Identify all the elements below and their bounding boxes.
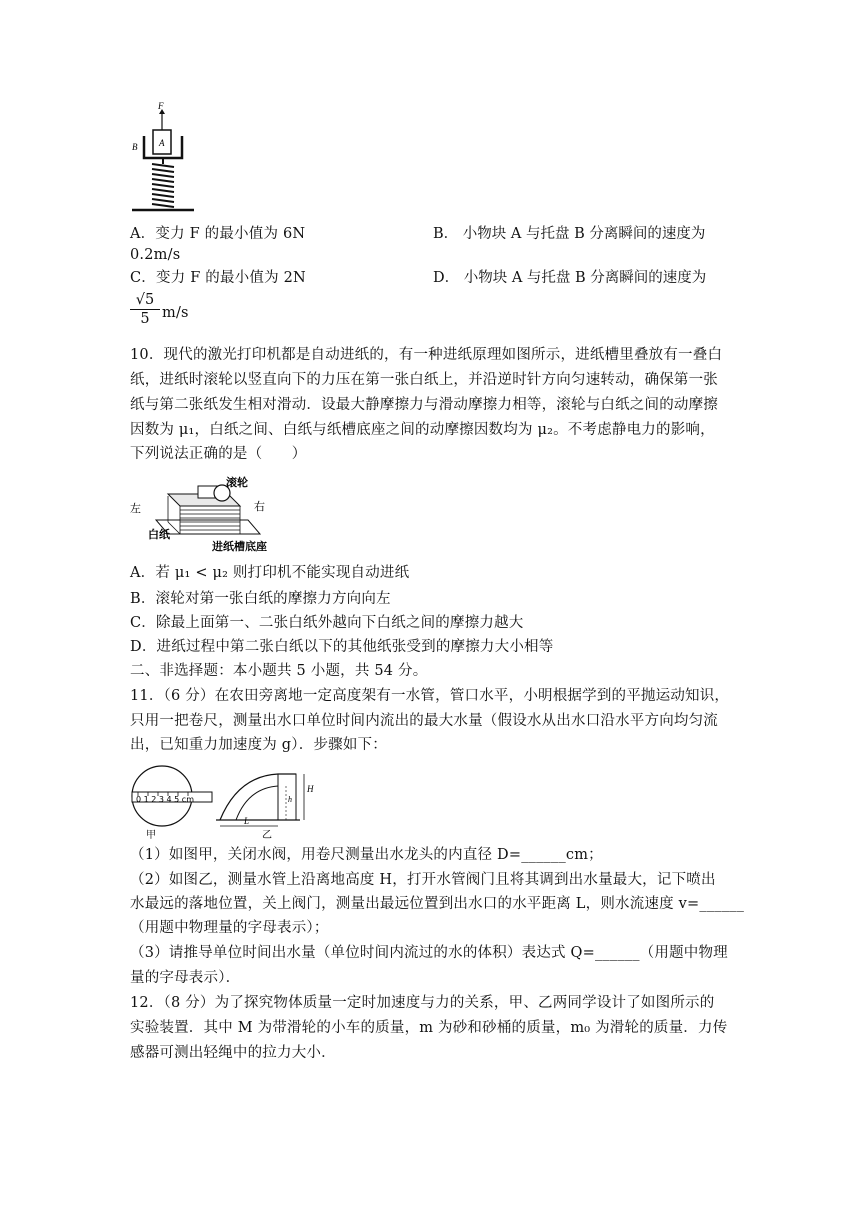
left-label: 左 xyxy=(130,502,141,515)
q10-option-b: B．滚轮对第一张白纸的摩擦力方向向左 xyxy=(130,591,391,607)
q12-stem-line: 12．（8 分）为了探究物体质量一定时加速度与力的关系，甲、乙两同学设计了如图所示的 xyxy=(130,995,715,1011)
H-label: H xyxy=(307,784,314,794)
figure-jia-label: 甲 xyxy=(146,830,156,840)
q10-stem-line: 纸与第二张纸发生相对滑动．设最大静摩擦力与滑动摩擦力相等，滚轮与白纸之间的动摩擦 xyxy=(130,397,718,413)
h-label: h xyxy=(288,795,292,804)
fraction-numerator: √5 xyxy=(130,292,160,310)
q10-option-d: D．进纸过程中第二张白纸以下的其他纸张受到的摩擦力大小相等 xyxy=(130,639,554,655)
q11-step: （2）如图乙，测量水管上沿离地高度 H，打开水管阀门且将其调到出水量最大，记下喷出 xyxy=(130,872,716,888)
q10-stem-line: 因数为 μ₁，白纸之间、白纸与纸槽底座之间的动摩擦因数均为 μ₂。不考虑静电力的影响， xyxy=(130,422,715,438)
q10-stem-line: 下列说法正确的是（ ） xyxy=(130,446,307,462)
force-label: F xyxy=(158,101,164,111)
q9-option-d-fraction xyxy=(130,292,160,327)
L-label: L xyxy=(244,816,250,826)
q11-step: （3）请推导单位时间出水量（单位时间内流过的水的体积）表达式 Q=______（用题中物理 xyxy=(130,945,728,961)
q11-step: 量的字母表示）． xyxy=(130,970,241,986)
section-heading: 二、非选择题：本小题共 5 小题，共 54 分。 xyxy=(130,663,428,679)
q10-option-a: A．若 μ₁ < μ₂ 则打印机不能实现自动进纸 xyxy=(130,565,410,581)
block-label: A xyxy=(159,138,165,148)
ruler-scale: 0 1 2 3 4 5 cm xyxy=(136,795,194,804)
faucet-figure xyxy=(128,762,328,840)
q12-stem-line: 实验装置．其中 M 为带滑轮的小车的质量，m 为砂和砂桶的质量，m₀ 为滑轮的质量．力传 xyxy=(130,1020,728,1036)
q10-option-c: C．除最上面第一、二张白纸外越向下白纸之间的摩擦力越大 xyxy=(130,615,524,631)
paper-feed-figure xyxy=(128,476,278,554)
q10-stem-line: 纸，进纸时滚轮以竖直向下的力压在第一张白纸上，并沿逆时针方向匀速转动，确保第一张 xyxy=(130,372,718,388)
q9-option-a: A．变力 F 的最小值为 6N xyxy=(130,226,306,242)
q9-option-b: B． 小物块 A 与托盘 B 分离瞬间的速度为 xyxy=(433,226,706,242)
right-label: 右 xyxy=(254,500,265,513)
q10-stem-line: 10．现代的激光打印机都是自动进纸的，有一种进纸原理如图所示，进纸槽里叠放有一叠白 xyxy=(130,347,723,363)
q11-step: （1）如图甲，关闭水阀，用卷尺测量出水龙头的内直径 D=______cm； xyxy=(130,847,603,863)
q11-step: 水最远的落地位置，关上阀门，测量出最远位置到出水口的水平距离 L，则水流速度 v=______ xyxy=(130,896,745,912)
roller-label: 滚轮 xyxy=(226,476,248,489)
q9-option-b-cont: 0.2m/s xyxy=(130,247,181,263)
q11-step: （用题中物理量的字母表示）； xyxy=(130,920,329,936)
q11-stem-line: 只用一把卷尺，测量出水口单位时间内流出的最大水量（假设水从出水口沿水平方向均匀流 xyxy=(130,713,718,729)
fraction-denominator: 5 xyxy=(140,311,150,327)
tray-label: B xyxy=(132,142,138,152)
q11-stem-line: 出，已知重力加速度为 g）．步骤如下： xyxy=(130,737,387,753)
base-label: 进纸槽底座 xyxy=(212,540,267,553)
q12-stem-line: 感器可测出轻绳中的拉力大小． xyxy=(130,1045,336,1061)
figure-yi-label: 乙 xyxy=(262,830,272,840)
q11-stem-line: 11．（6 分）在农田旁离地一定高度架有一水管，管口水平，小明根据学到的平抛运动知识， xyxy=(130,688,730,704)
paper-label: 白纸 xyxy=(148,528,170,541)
spring-tray-figure xyxy=(128,100,198,216)
q9-option-d: D． 小物块 A 与托盘 B 分离瞬间的速度为 xyxy=(433,270,707,286)
q9-option-d-unit: m/s xyxy=(162,305,189,321)
q9-option-c: C．变力 F 的最小值为 2N xyxy=(130,270,306,286)
